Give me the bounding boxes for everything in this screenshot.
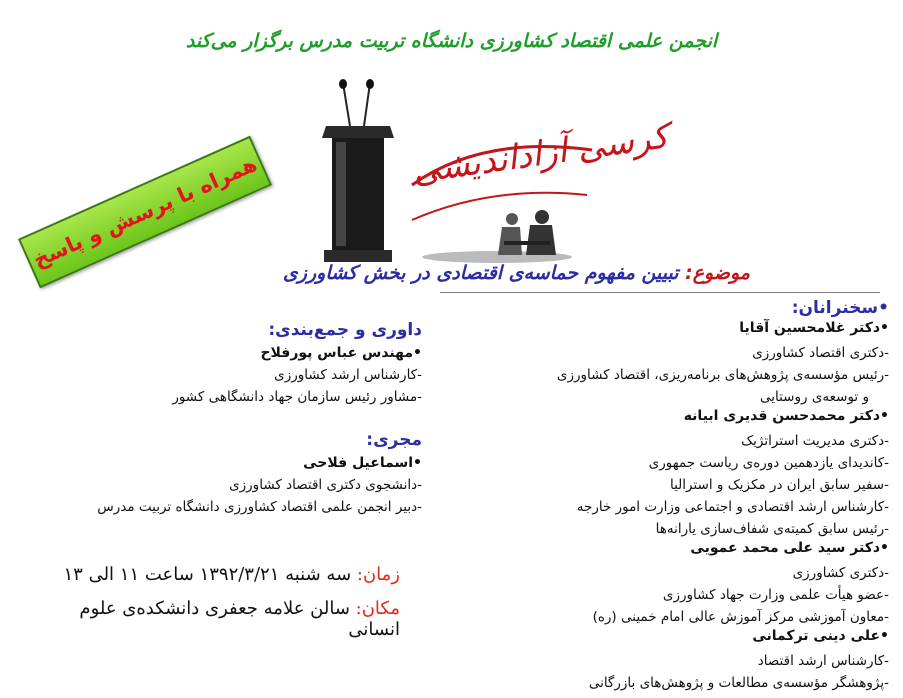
speakers-heading: •سخنرانان: [791, 298, 889, 318]
time-label: زمان: [356, 564, 400, 585]
speaker-line: -سفیر سابق ایران در مکزیک و استرالیا [669, 477, 889, 493]
judge-name: •مهندس عباس پورفلاح [260, 345, 422, 361]
host-line: -دانشجوی دکتری اقتصاد کشاورزی [229, 477, 422, 493]
host-heading: مجری: [366, 430, 422, 450]
speaker-name: •دکتر غلامحسین آقایا [739, 320, 889, 336]
topic-label: موضوع: [685, 262, 750, 284]
speaker-line: -کارشناس ارشد اقتصادی و اجتماعی وزارت امور خارجه [576, 499, 889, 515]
event-logo [392, 95, 671, 265]
speaker-line: -پژوهشگر مؤسسه‌ی مطالعات و پژوهش‌های بازرگانی [588, 675, 889, 691]
speaker-line: -دکتری مدیریت استراتژیک [741, 433, 889, 449]
speaker-line: و توسعه‌ی روستایی [759, 389, 869, 405]
time-row [40, 564, 400, 585]
place-label: مکان: [355, 598, 400, 619]
speaker-line: -دکتری کشاورزی [792, 565, 889, 581]
speaker-line: -کارشناس ارشد اقتصاد [757, 653, 889, 669]
place-value: سالن علامه جعفری دانشکده‌ی علوم انسانی [79, 598, 400, 640]
speaker-name: •دکتر سید علی محمد عمویی [690, 540, 889, 556]
speaker-line: -عضو هیأت علمی وزارت جهاد کشاورزی [662, 587, 889, 603]
host-name: •اسماعیل فلاحی [303, 455, 422, 471]
speaker-line: -رئیس سابق کمیته‌ی شفاف‌سازی یارانه‌ها [655, 521, 889, 537]
header-title: انجمن علمی اقتصاد کشاورزی دانشگاه تربیت مدرس برگزار می‌کند [185, 30, 718, 52]
divider [440, 292, 880, 293]
time-value: سه شنبه ۱۳۹۲/۳/۲۱ ساعت ۱۱ الی ۱۳ [63, 564, 352, 585]
qa-badge-text: همراه با پرسش و پاسخ [29, 151, 261, 273]
logo-text: کرسی آزاداندیشی [409, 116, 671, 192]
speaker-line: -رئیس مؤسسه‌ی پژوهش‌های برنامه‌ریزی، اقتصاد کشاورزی [556, 367, 889, 383]
speaker-line: -معاون آموزشی مرکز آموزش عالی امام خمینی (ره) [592, 609, 889, 625]
host-line: -دبیر انجمن علمی اقتصاد کشاورزی دانشگاه تربیت مدرس [97, 499, 422, 515]
judge-heading: داوری و جمع‌بندی: [268, 320, 422, 340]
judge-host-section [97, 318, 422, 518]
podium-icon [318, 78, 398, 268]
speaker-line: -دکتری اقتصاد کشاورزی [752, 345, 889, 361]
topic [150, 262, 750, 284]
judge-line: -مشاور رئیس سازمان جهاد دانشگاهی کشور [172, 389, 422, 405]
place-row [40, 598, 400, 640]
speaker-name: •علی دینی ترکمانی [752, 628, 889, 644]
speaker-line: -کاندیدای یازدهمین دوره‌ی ریاست جمهوری [648, 455, 889, 471]
speaker-name: •دکتر محمدحسن قدیری ابیانه [683, 408, 889, 424]
judge-line: -کارشناس ارشد کشاورزی [274, 367, 422, 383]
speakers-section [459, 298, 889, 694]
discussion-silhouette-icon [422, 210, 572, 263]
topic-value: تبیین مفهوم حماسه‌ی اقتصادی در بخش کشاورزی [282, 262, 679, 284]
